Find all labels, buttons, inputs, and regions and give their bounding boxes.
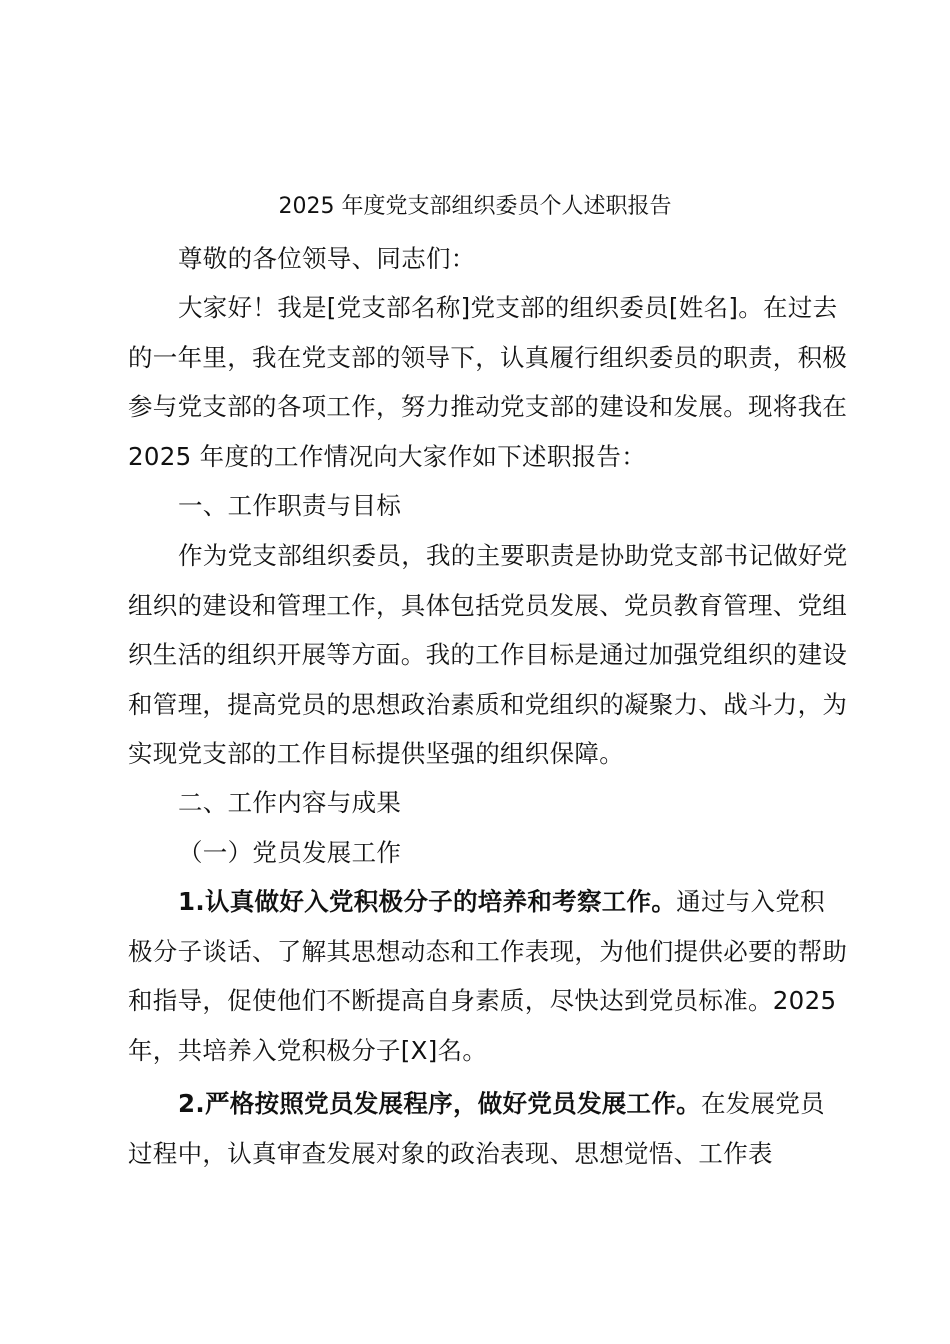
item-1-lead: 1.认真做好入党积极分子的培养和考察工作。	[178, 887, 677, 916]
section-1-paragraph: 作为党支部组织委员，我的主要职责是协助党支部书记做好党组织的建设和管理工作，具体包括党员发展、党员教育管理、党组织生活的组织开展等方面。我的工作目标是通过加强党组织的建设和管理，提高党员的思想政治素质和党组织的凝聚力、战斗力，为实现党支部的工作目标提供坚强的组织保障。	[128, 541, 848, 768]
item-2-body: 在发展党员过程中，认真审查发展对象的政治表现、思想觉悟、工作表	[128, 1089, 825, 1168]
subsection-heading-1: （一）党员发展工作	[178, 838, 402, 867]
intro-paragraph: 大家好！我是[党支部名称]党支部的组织委员[姓名]。在过去的一年里，我在党支部的领导下，认真履行组织委员的职责，积极参与党支部的各项工作，努力推动党支部的建设和发展。现将我在 2025 年度的工作情况向大家作如下述职报告：	[128, 293, 848, 471]
salutation: 尊敬的各位领导、同志们：	[178, 244, 476, 273]
item-2-lead: 2.严格按照党员发展程序，做好党员发展工作。	[178, 1089, 701, 1118]
item-2-paragraph	[128, 1079, 848, 1178]
item-1-paragraph	[128, 877, 848, 1075]
section-heading-2: 二、工作内容与成果	[178, 788, 402, 817]
document-title: 2025 年度党支部组织委员个人述职报告	[278, 194, 672, 219]
item-1-body: 通过与入党积极分子谈话、了解其思想动态和工作表现，为他们提供必要的帮助和指导，促使他们不断提高自身素质，尽快达到党员标准。2025 年，共培养入党积极分子[X]名。	[128, 887, 848, 1065]
section-heading-1: 一、工作职责与目标	[178, 491, 402, 520]
